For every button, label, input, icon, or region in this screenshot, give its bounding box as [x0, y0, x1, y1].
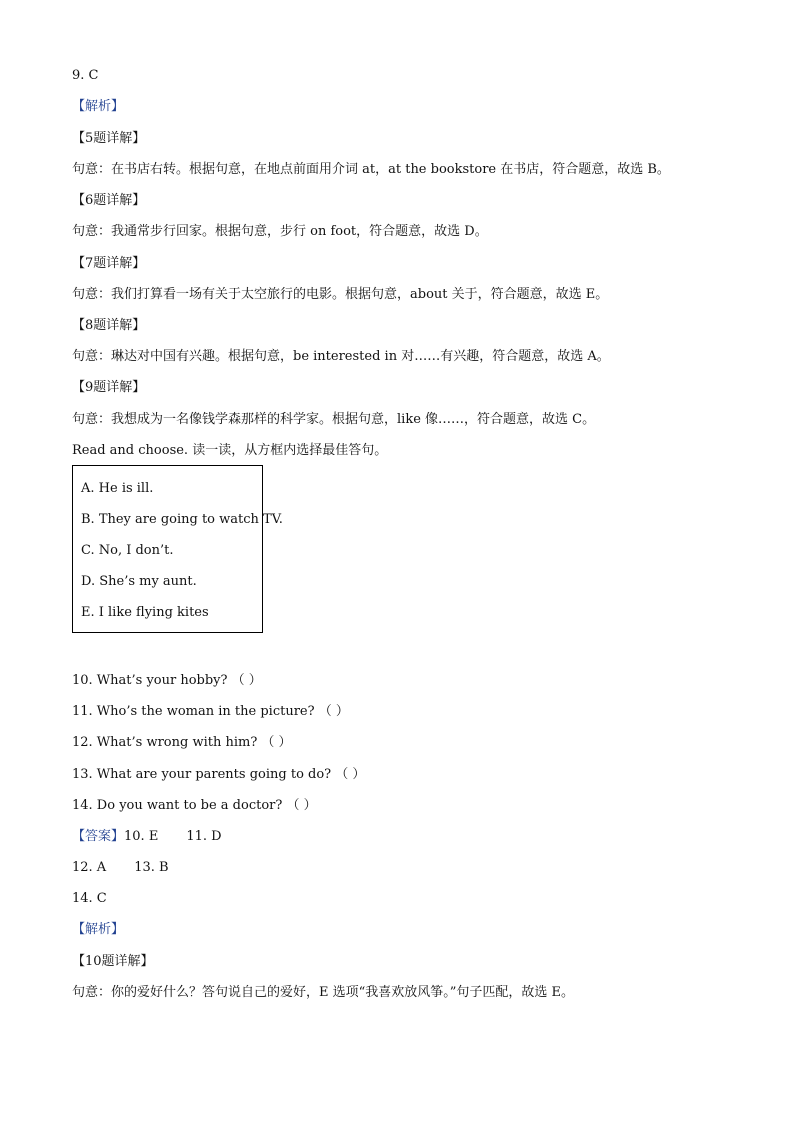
- detail-heading-5: 【5题详解】: [72, 131, 146, 146]
- option-a: A. He is ill.: [81, 481, 154, 496]
- option-b: B. They are going to watch TV.: [81, 512, 283, 527]
- question-13: 13. What are your parents going to do? （ ）: [72, 767, 366, 782]
- answer-12: 12. A: [72, 860, 107, 875]
- question-14: 14. Do you want to be a doctor? （ ）: [72, 798, 317, 813]
- answer-9: 9. C: [72, 68, 99, 83]
- instruction: Read and choose. 读一读，从方框内选择最佳答句。: [72, 443, 388, 458]
- answer-11: 11. D: [186, 829, 222, 844]
- answer-line-1: [72, 829, 222, 845]
- detail-text-5: 句意：在书店右转。根据句意，在地点前面用介词 at，at the bookstore 在书店，符合题意，故选 B。: [72, 162, 670, 177]
- detail-text-6: 句意：我通常步行回家。根据句意，步行 on foot，符合题意，故选 D。: [72, 224, 488, 239]
- question-11: 11. Who’s the woman in the picture? （ ）: [72, 704, 349, 719]
- detail-text-9: 句意：我想成为一名像钱学森那样的科学家。根据句意，like 像……，符合题意，故选 C。: [72, 412, 596, 427]
- detail-text-10: 句意：你的爱好什么？答句说自己的爱好，E 选项“我喜欢放风筝。”句子匹配，故选 E。: [72, 985, 575, 1000]
- detail-heading-9: 【9题详解】: [72, 380, 146, 395]
- detail-text-7: 句意：我们打算看一场有关于太空旅行的电影。根据句意，about 关于，符合题意，故选 E。: [72, 287, 609, 302]
- option-d: D. She’s my aunt.: [81, 574, 197, 589]
- answer-10: 10. E: [124, 829, 159, 844]
- answer-14: 14. C: [72, 891, 107, 906]
- option-e: E. I like flying kites: [81, 605, 209, 620]
- answer-13: 13. B: [134, 860, 169, 875]
- answer-line-2: [72, 860, 169, 876]
- detail-heading-7: 【7题详解】: [72, 256, 146, 271]
- detail-heading-10: 【10题详解】: [72, 954, 154, 969]
- analysis-label-2: 【解析】: [72, 922, 125, 937]
- detail-text-8: 句意：琳达对中国有兴趣。根据句意，be interested in 对……有兴趣，符合题意，故选 A。: [72, 349, 610, 364]
- detail-heading-8: 【8题详解】: [72, 318, 146, 333]
- analysis-label: 【解析】: [72, 99, 125, 114]
- question-12: 12. What’s wrong with him? （ ）: [72, 735, 292, 750]
- answer-label: 【答案】: [72, 829, 125, 844]
- options-box: [72, 465, 283, 633]
- option-c: C. No, I don’t.: [81, 543, 174, 558]
- detail-heading-6: 【6题详解】: [72, 193, 146, 208]
- question-10: 10. What’s your hobby? （ ）: [72, 673, 262, 688]
